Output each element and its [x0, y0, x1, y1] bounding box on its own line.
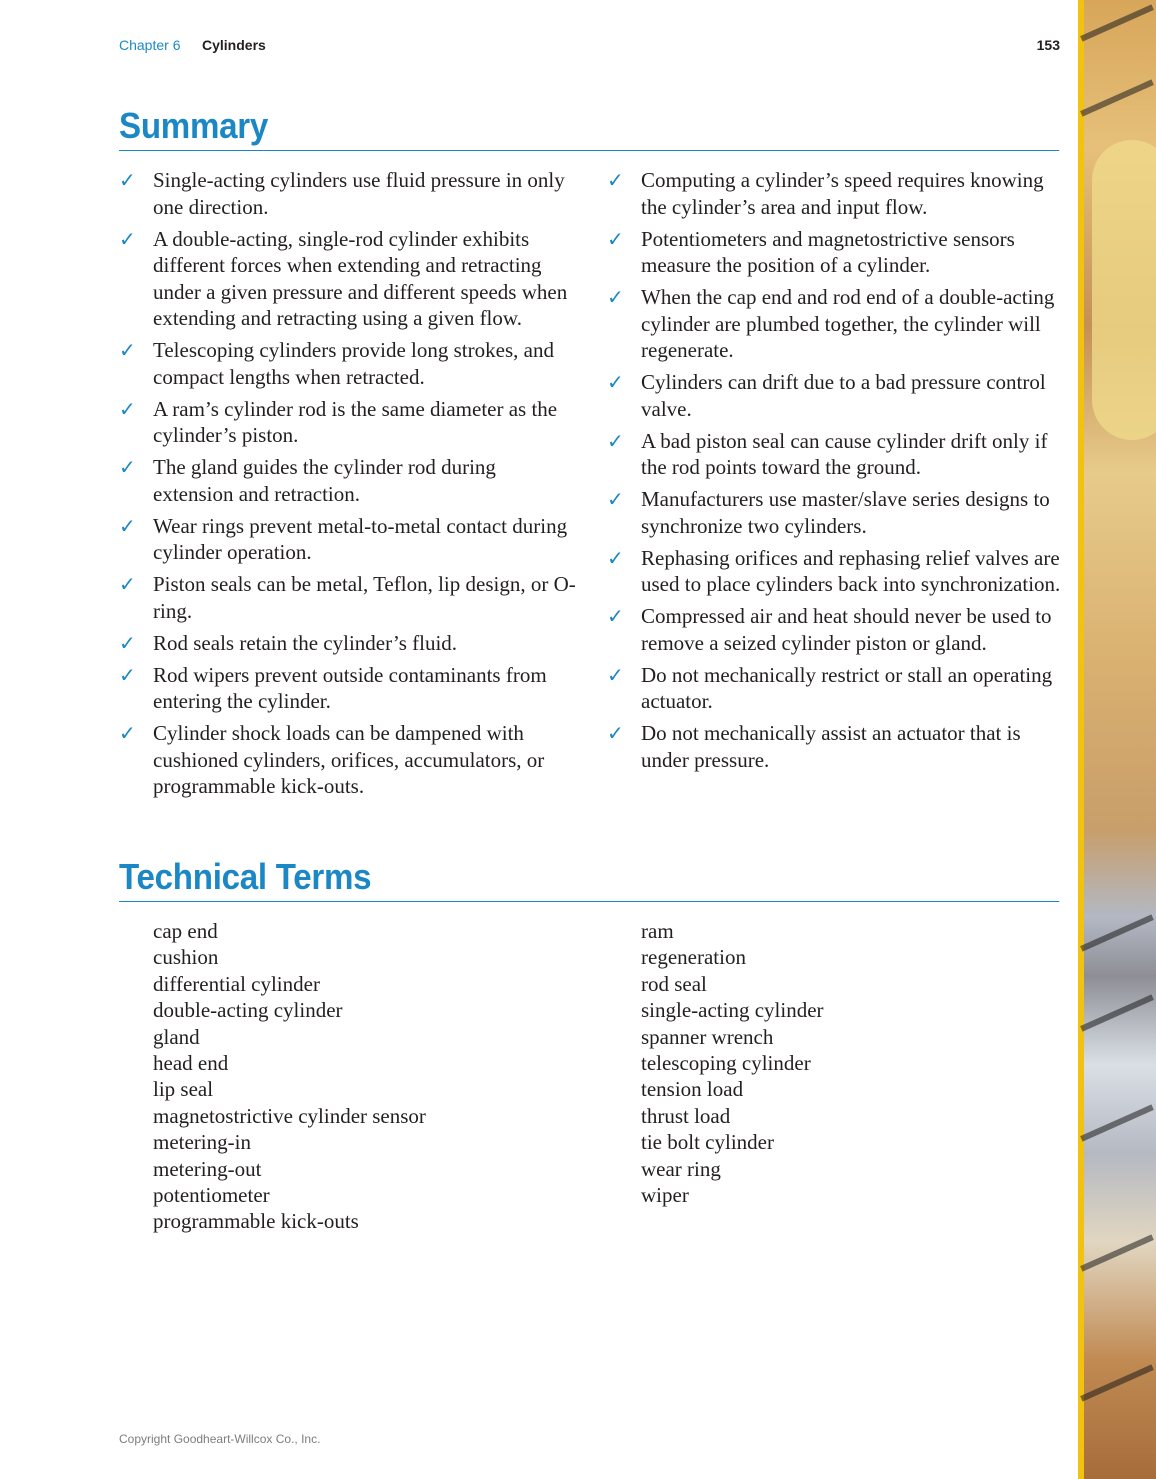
- summary-item: [119, 167, 579, 220]
- chapter-label: Chapter 6: [119, 37, 181, 53]
- summary-item: [607, 226, 1067, 279]
- term-item: magnetostrictive cylinder sensor: [153, 1103, 426, 1128]
- technical-terms-heading: Technical Terms: [119, 857, 1059, 902]
- machine-part-highlight: [1092, 140, 1156, 440]
- summary-item: [119, 513, 579, 566]
- check-icon: ✓: [607, 721, 624, 745]
- summary-item: [607, 720, 1067, 773]
- check-icon: ✓: [119, 662, 136, 687]
- summary-heading: Summary: [119, 106, 1059, 151]
- summary-item-text: Cylinders can drift due to a bad pressure control valve.: [641, 370, 1046, 421]
- summary-item: [607, 167, 1067, 220]
- summary-item: [119, 630, 579, 657]
- summary-item-text: A ram’s cylinder rod is the same diameter as the cylinder’s piston.: [153, 396, 558, 447]
- check-icon: ✓: [607, 487, 624, 511]
- summary-item: [607, 662, 1067, 715]
- summary-item: [119, 454, 579, 507]
- summary-item: [119, 396, 579, 449]
- summary-item-text: Rod seals retain the cylinder’s fluid.: [153, 630, 458, 655]
- term-item: tie bolt cylinder: [641, 1130, 774, 1155]
- term-item: potentiometer: [153, 1183, 270, 1208]
- term-item: ram: [641, 919, 674, 943]
- check-icon: ✓: [607, 604, 624, 628]
- summary-item-text: Piston seals can be metal, Teflon, lip design, or O-ring.: [153, 572, 576, 623]
- term-item: regeneration: [641, 945, 746, 970]
- photo-shadow-stripe: [1080, 1234, 1154, 1271]
- terms-list-left: [153, 918, 426, 1235]
- summary-item-text: Rod wipers prevent outside contaminants from entering the cylinder.: [153, 662, 547, 713]
- photo-shadow-stripe: [1080, 1364, 1154, 1401]
- summary-item-text: Single-acting cylinders use fluid pressure in only one direction.: [153, 168, 565, 219]
- summary-item: [119, 720, 579, 800]
- summary-item-text: Do not mechanically restrict or stall an operating actuator.: [641, 662, 1053, 713]
- term-item: gland: [153, 1024, 200, 1049]
- summary-item-text: Manufacturers use master/slave series designs to synchronize two cylinders.: [641, 487, 1050, 538]
- summary-item-text: When the cap end and rod end of a double-acting cylinder are plumbed together, the cylinder will regenerate.: [641, 285, 1055, 362]
- term-item: rod seal: [641, 971, 707, 996]
- photo-shadow-stripe: [1080, 79, 1154, 116]
- check-icon: ✓: [607, 428, 624, 453]
- chapter-title: Cylinders: [202, 37, 266, 53]
- check-icon: ✓: [607, 168, 624, 192]
- summary-item-text: Do not mechanically assist an actuator that is under pressure.: [641, 721, 1021, 772]
- term-item: differential cylinder: [153, 971, 320, 996]
- term-item: cap end: [153, 919, 218, 943]
- summary-item: [607, 284, 1067, 364]
- summary-item-text: A bad piston seal can cause cylinder drift only if the rod points toward the ground.: [641, 428, 1048, 479]
- check-icon: ✓: [119, 630, 136, 655]
- summary-item: [119, 662, 579, 715]
- term-item: metering-out: [153, 1156, 262, 1181]
- summary-item-text: Computing a cylinder’s speed requires knowing the cylinder’s area and input flow.: [641, 168, 1044, 219]
- terms-list-right: [641, 918, 824, 1208]
- check-icon: ✓: [119, 338, 136, 362]
- term-item: single-acting cylinder: [641, 998, 824, 1023]
- check-icon: ✓: [119, 513, 136, 538]
- summary-item-text: Potentiometers and magnetostrictive sensors measure the position of a cylinder.: [641, 226, 1015, 277]
- photo-shadow-stripe: [1080, 4, 1154, 41]
- summary-item: [119, 337, 579, 390]
- term-item: programmable kick-outs: [153, 1209, 359, 1234]
- term-item: double-acting cylinder: [153, 998, 343, 1023]
- photo-shadow-stripe: [1080, 914, 1154, 951]
- summary-item-text: Cylinder shock loads can be dampened with cushioned cylinders, orifices, accumulators, or programmable kick-outs.: [153, 721, 545, 798]
- check-icon: ✓: [607, 545, 624, 570]
- term-item: cushion: [153, 945, 219, 970]
- term-item: metering-in: [153, 1130, 251, 1155]
- summary-item: [607, 545, 1067, 598]
- term-item: lip seal: [153, 1077, 214, 1102]
- summary-item: [607, 428, 1067, 481]
- summary-item: [119, 571, 579, 624]
- term-item: tension load: [641, 1077, 744, 1102]
- check-icon: ✓: [119, 226, 136, 251]
- summary-item-text: A double-acting, single-rod cylinder exhibits different forces when extending and retracting under a given pressure and different speeds when extending and retracting using a given flow.: [153, 226, 568, 330]
- photo-shadow-stripe: [1080, 1104, 1154, 1141]
- check-icon: ✓: [119, 721, 136, 745]
- term-item: head end: [153, 1051, 229, 1076]
- check-icon: ✓: [119, 572, 136, 596]
- check-icon: ✓: [607, 662, 624, 687]
- summary-list-left: [119, 167, 579, 805]
- running-header: [119, 37, 1060, 59]
- term-item: wear ring: [641, 1156, 721, 1181]
- yellow-edge-band: [1078, 0, 1084, 1479]
- term-item: telescoping cylinder: [641, 1051, 811, 1076]
- summary-item: [607, 486, 1067, 539]
- summary-item-text: Compressed air and heat should never be used to remove a seized cylinder piston or gland.: [641, 604, 1052, 655]
- summary-item: [607, 369, 1067, 422]
- copyright-footer: Copyright Goodheart-Willcox Co., Inc.: [119, 1432, 321, 1446]
- check-icon: ✓: [119, 168, 136, 192]
- summary-item-text: Wear rings prevent metal-to-metal contact during cylinder operation.: [153, 513, 568, 564]
- photo-shadow-stripe: [1080, 994, 1154, 1031]
- summary-item-text: Telescoping cylinders provide long strokes, and compact lengths when retracted.: [153, 338, 554, 389]
- check-icon: ✓: [119, 396, 136, 421]
- term-item: spanner wrench: [641, 1024, 774, 1049]
- check-icon: ✓: [607, 285, 624, 309]
- summary-item-text: The gland guides the cylinder rod during extension and retraction.: [153, 455, 496, 506]
- summary-list-right: [607, 167, 1067, 779]
- summary-item: [119, 226, 579, 332]
- decorative-photo-strip: [1078, 0, 1156, 1479]
- summary-item: [607, 603, 1067, 656]
- check-icon: ✓: [119, 455, 136, 479]
- term-item: wiper: [641, 1183, 689, 1208]
- term-item: thrust load: [641, 1103, 731, 1128]
- check-icon: ✓: [607, 226, 624, 251]
- page-number: 153: [1036, 37, 1060, 53]
- summary-item-text: Rephasing orifices and rephasing relief valves are used to place cylinders back into synchronization.: [641, 545, 1061, 596]
- check-icon: ✓: [607, 370, 624, 394]
